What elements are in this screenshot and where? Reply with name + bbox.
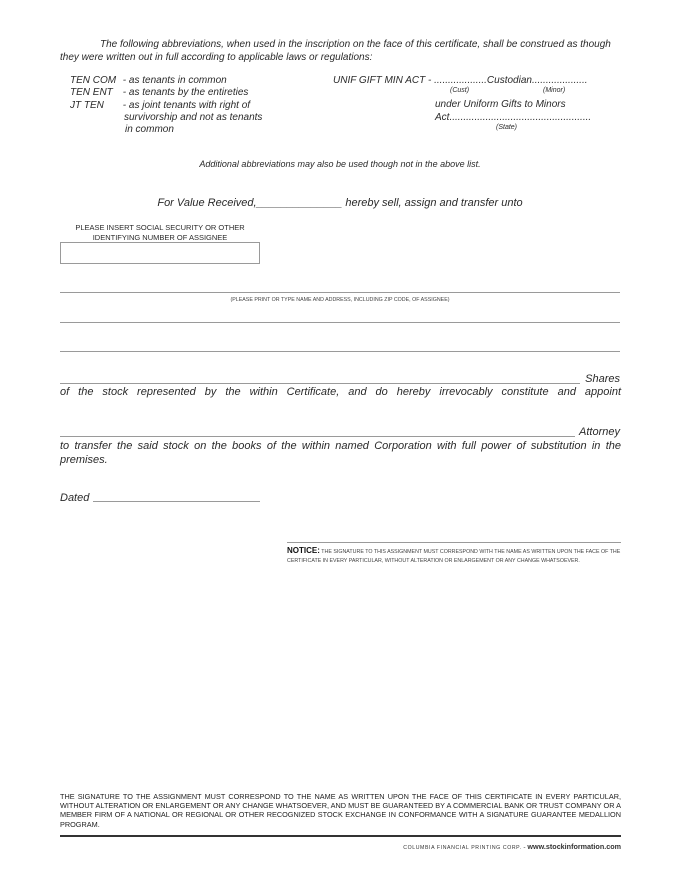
act-line: [435, 112, 591, 124]
intro-paragraph: The following abbreviations, when used in the inscription on the face of this certificate, shall be construed as though they were written out in full according to applicable laws or regulations:: [60, 39, 611, 63]
attorney-line[interactable]: [60, 436, 575, 437]
minor-caption: (Minor): [543, 87, 566, 94]
value-received-prefix: For Value Received,: [157, 197, 257, 209]
additional-abbreviations-note: Additional abbreviations may also be used though not in the above list.: [199, 159, 481, 169]
cust-caption: (Cust): [450, 87, 470, 94]
abbreviation-ten-com: TEN COM - as tenants in common: [70, 75, 227, 86]
state-field: ...................................................: [449, 112, 592, 123]
assignee-name-line[interactable]: [60, 292, 620, 293]
unif-gift-block: [333, 75, 623, 87]
assignor-field[interactable]: ______________: [256, 197, 343, 209]
abbreviation-ten-ent: TEN ENT - as tenants by the entireties: [70, 87, 249, 99]
credit-separator: -: [521, 844, 528, 851]
abbreviation-jt-ten-cont1: survivorship and not as tenants: [124, 111, 263, 123]
dated-line[interactable]: [93, 501, 260, 502]
custodian-field: ...................: [434, 75, 487, 86]
uniform-gifts-text: under Uniform Gifts to Minors: [435, 99, 566, 110]
attorney-label: Attorney: [579, 426, 620, 438]
address-caption: (PLEASE PRINT OR TYPE NAME AND ADDRESS, INCLUDING ZIP CODE, OF ASSIGNEE): [230, 297, 450, 303]
address-line-2[interactable]: [60, 322, 620, 323]
ssn-label-line2: IDENTIFYING NUMBER OF ASSIGNEE: [92, 232, 228, 242]
signature-line[interactable]: [287, 542, 621, 543]
ssn-label-line1: PLEASE INSERT SOCIAL SECURITY OR OTHER: [75, 223, 245, 232]
value-received-suffix: hereby sell, assign and transfer unto: [345, 197, 523, 209]
ssn-input-box[interactable]: [60, 242, 260, 264]
abbreviation-jt-ten-cont2: in common: [125, 124, 174, 136]
shares-text: of the stock represented by the within Certificate, and do hereby irrevocably constitute and appoint: [60, 386, 621, 398]
abbreviation-jt-ten: JT TEN - as joint tenants with right of: [70, 99, 251, 111]
shares-line[interactable]: [60, 383, 580, 384]
signature-guarantee-text: THE SIGNATURE TO THE ASSIGNMENT MUST CORRESPOND TO THE NAME AS WRITTEN UPON THE FACE OF THIS CERTIFICATE IN EVERY PARTICULAR, WITHOUT ALTERATION OR ENLARGEMENT OR ANY CHANGE WHATSOEVER, AND MUST BE GUARANTEED BY A COMMERCIAL BANK OR TRUST COMPANY OR A MEMBER FIRM OF A NATIONAL OR REGIONAL OR OTHER RECOGNIZED STOCK EXCHANGE IN CONFORMANCE WITH A SIGNATURE GUARANTEE MEDALLION PROGRAM.: [60, 792, 621, 829]
dated-label: Dated: [60, 492, 90, 504]
unif-label: UNIF GIFT MIN ACT -: [333, 75, 432, 86]
footer-divider: [60, 835, 621, 837]
printer-website-link[interactable]: www.stockinformation.com: [527, 842, 621, 851]
notice-title: NOTICE:: [287, 546, 320, 555]
act-label: Act: [435, 112, 450, 123]
notice-body: THE SIGNATURE TO THIS ASSIGNMENT MUST CORRESPOND WITH THE NAME AS WRITTEN UPON THE FACE OF THE CERTIFICATE IN EVERY PARTICULAR, WITHOUT ALTERATION OR ENLARGEMENT OR ANY CHANGE WHATSOEVER.: [287, 549, 621, 564]
printer-credit: [403, 842, 621, 851]
state-caption: (State): [496, 124, 518, 131]
attorney-text: to transfer the said stock on the books of the within named Corporation with full power of substitution in the premises.: [60, 440, 621, 466]
minor-field: ....................: [531, 75, 588, 86]
ssn-label: [60, 223, 260, 242]
notice-block: [287, 546, 621, 566]
printer-name: COLUMBIA FINANCIAL PRINTING CORP.: [403, 845, 522, 851]
value-received-line: [0, 197, 680, 209]
custodian-label: Custodian: [486, 75, 532, 86]
address-line-3[interactable]: [60, 351, 620, 352]
shares-label: Shares: [585, 373, 620, 385]
abbreviation-list: [70, 75, 330, 136]
